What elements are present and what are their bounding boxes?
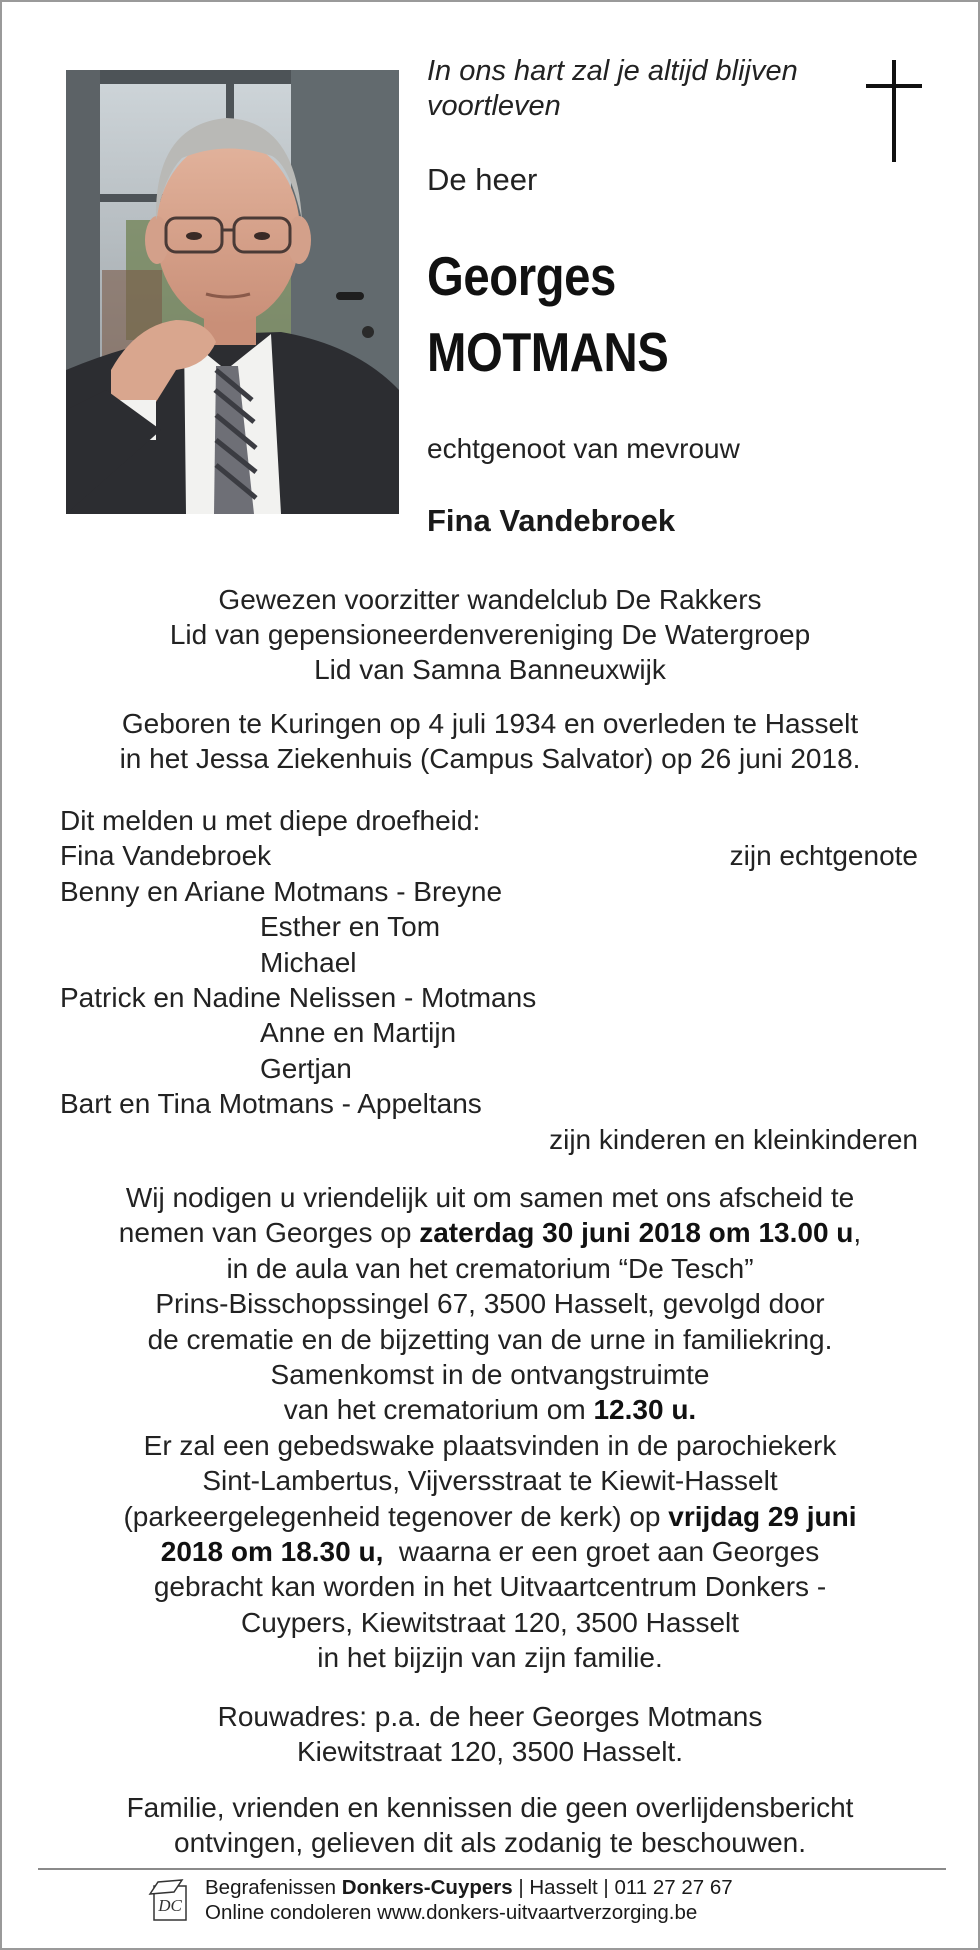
invitation-line: gebracht kan worden in het Uitvaartcentrum Donkers - xyxy=(153,1571,827,1603)
birth-death-info xyxy=(32,706,948,776)
family-child-couple: Bart en Tina Motmans - Appeltans xyxy=(60,1088,482,1120)
footer-prefix: Begrafenissen xyxy=(205,1876,342,1899)
family-grandchild: Anne en Martijn xyxy=(260,1017,457,1049)
invitation-line xyxy=(32,1499,948,1534)
invitation-line: Prins-Bisschopssingel 67, 3500 Hasselt, gevolgd door xyxy=(155,1288,825,1320)
invitation-line: Samenkomst in de ontvangstruimte xyxy=(270,1359,710,1391)
funeral-home-line xyxy=(205,1875,733,1900)
mourning-address xyxy=(32,1699,948,1769)
spouse-name: Fina Vandebroek xyxy=(427,503,676,538)
funeral-home-logo xyxy=(148,1878,190,1927)
footer xyxy=(205,1875,733,1925)
cross-icon xyxy=(866,60,922,167)
gathering-time: 12.30 u. xyxy=(593,1394,697,1426)
invitation-line xyxy=(32,1215,948,1250)
vigil-date: vrijdag 29 juni xyxy=(668,1500,857,1532)
family-child-couple: Patrick en Nadine Nelissen - Motmans xyxy=(60,981,537,1013)
footer-divider xyxy=(38,1868,946,1870)
last-name: MOTMANS xyxy=(427,321,669,383)
invitation-line: in het bijzijn van zijn familie. xyxy=(317,1642,663,1674)
invitation-line xyxy=(32,1392,948,1427)
invitation-line: Sint-Lambertus, Vijversstraat te Kiewit-Hasselt xyxy=(202,1465,778,1497)
invitation-text: van het crematorium om xyxy=(283,1394,594,1426)
family-grandchild: Gertjan xyxy=(260,1052,352,1084)
footer-location: | Hasselt | 011 27 27 67 xyxy=(512,1876,733,1899)
quote-line: In ons hart zal je altijd blijven xyxy=(427,55,798,87)
family-intro: Dit melden u met diepe droefheid: xyxy=(60,805,481,836)
logo-letters: DC xyxy=(158,1896,182,1915)
quote-line: voortleven xyxy=(427,90,561,122)
family-list xyxy=(60,803,918,1157)
affiliation-line: Lid van Samna Banneuxwijk xyxy=(314,654,666,685)
salutation: De heer xyxy=(427,162,538,197)
closing-line: ontvingen, gelieven dit als zodanig te beschouwen. xyxy=(174,1827,806,1858)
affiliations xyxy=(32,582,948,687)
portrait-photo xyxy=(66,70,399,514)
memorial-quote xyxy=(427,54,847,124)
affiliation-line: Gewezen voorzitter wandelclub De Rakkers xyxy=(218,584,762,615)
invitation-text: , xyxy=(853,1217,862,1249)
invitation-text: (parkeergelegenheid tegenover de kerk) op xyxy=(123,1500,669,1532)
invitation-line: de crematie en de bijzetting van de urne in familiekring. xyxy=(147,1323,833,1355)
online-condolence-link[interactable]: Online condoleren www.donkers-uitvaartverzorging.be xyxy=(205,1901,698,1924)
funeral-home-name: Donkers-Cuypers xyxy=(341,1876,513,1899)
address-line: Rouwadres: p.a. de heer Georges Motmans xyxy=(217,1701,763,1732)
invitation-line: Er zal een gebedswake plaatsvinden in de parochiekerk xyxy=(143,1429,837,1461)
invitation-line: in de aula van het crematorium “De Tesch” xyxy=(226,1252,754,1284)
closing-line: Familie, vrienden en kennissen die geen overlijdensbericht xyxy=(126,1792,854,1823)
affiliation-line: Lid van gepensioneerdenvereniging De Watergroep xyxy=(169,619,811,650)
first-name: Georges xyxy=(427,245,616,307)
address-line: Kiewitstraat 120, 3500 Hasselt. xyxy=(297,1736,683,1767)
family-spouse: Fina Vandebroek xyxy=(60,840,272,872)
closing-note xyxy=(32,1790,948,1860)
birth-death-line: in het Jessa Ziekenhuis (Campus Salvator) op 26 juni 2018. xyxy=(119,743,861,774)
family-grandchild: Michael xyxy=(260,946,357,978)
birth-death-line: Geboren te Kuringen op 4 juli 1934 en overleden te Hasselt xyxy=(121,708,859,739)
family-children-role: zijn kinderen en kleinkinderen xyxy=(549,1123,918,1155)
ceremony-date: zaterdag 30 juni 2018 om 13.00 u xyxy=(419,1217,854,1249)
ceremony-invitation xyxy=(32,1180,948,1676)
invitation-line: Cuypers, Kiewitstraat 120, 3500 Hasselt xyxy=(240,1606,740,1638)
vigil-time: 2018 om 18.30 u, xyxy=(160,1536,384,1568)
invitation-line: Wij nodigen u vriendelijk uit om samen met ons afscheid te xyxy=(125,1182,855,1213)
spouse-intro: echtgenoot van mevrouw xyxy=(427,433,740,464)
invitation-text: nemen van Georges op xyxy=(118,1217,420,1249)
invitation-text: waarna er een groet aan Georges xyxy=(383,1536,820,1568)
deceased-name xyxy=(427,238,668,390)
invitation-line xyxy=(32,1534,948,1569)
family-spouse-role: zijn echtgenote xyxy=(729,840,918,872)
family-child-couple: Benny en Ariane Motmans - Breyne xyxy=(60,875,503,907)
family-grandchild: Esther en Tom xyxy=(260,911,441,943)
